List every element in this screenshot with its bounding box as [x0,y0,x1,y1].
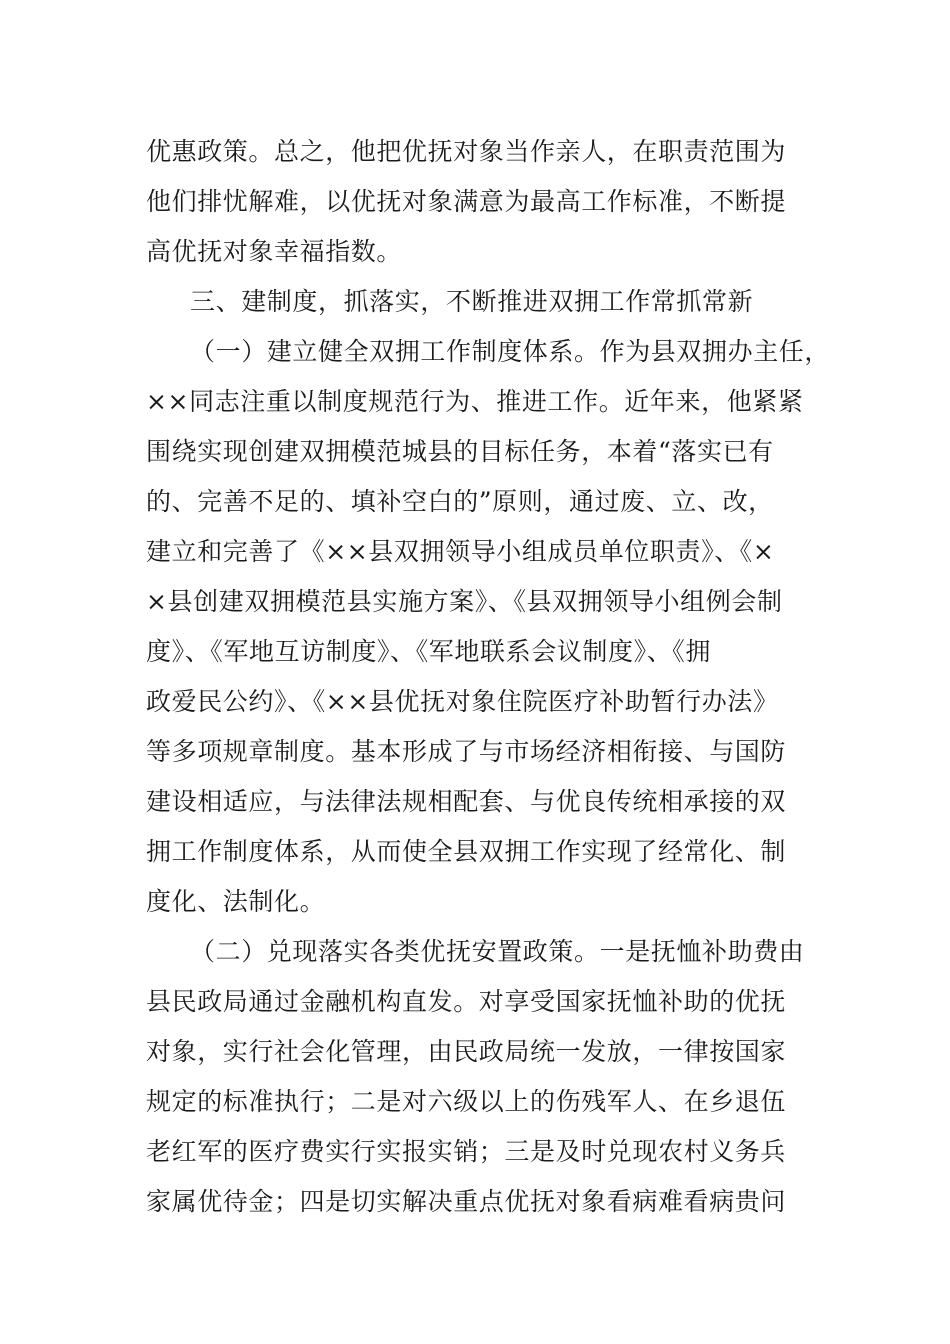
section-heading-3: 三、建制度，抓落实，不断推进双拥工作常抓常新 [190,287,754,316]
text-line-1: 优惠政策。总之，他把优抚对象当作亲人，在职责范围为 [146,137,787,166]
text-line-20: 规定的标准执行；二是对六级以上的伤残军人、在乡退伍 [146,1087,787,1116]
text-line-6: ××同志注重以制度规范行为、推进工作。近年来，他紧紧 [146,387,804,416]
text-line-21: 老红军的医疗费实行实报实销；三是及时兑现农村义务兵 [146,1137,787,1166]
text-line-11: 度》、《军地互访制度》、《军地联系会议制度》、《拥 [146,637,712,666]
subsection-heading-2: （二）兑现落实各类优抚安置政策。一是抚恤补助费由 [190,937,805,966]
text-line-7: 围绕实现创建双拥模范城县的目标任务，本着“落实已有 [146,437,774,466]
subsection-heading-1: （一）建立健全双拥工作制度体系。作为县双拥办主任， [190,337,831,366]
text-line-16: 度化、法制化。 [146,887,326,916]
text-line-14: 建设相适应，与法律法规相配套、与优良传统相承接的双 [146,787,787,816]
text-line-19: 对象，实行社会化管理，由民政局统一发放，一律按国家 [146,1037,787,1066]
text-line-22: 家属优待金；四是切实解决重点优抚对象看病难看病贵问 [146,1187,787,1216]
text-line-10: ×县创建双拥模范县实施方案》、《县双拥领导小组例会制 [146,587,783,616]
text-line-2: 他们排忧解难，以优抚对象满意为最高工作标准，不断提 [146,187,787,216]
text-line-15: 拥工作制度体系，从而使全县双拥工作实现了经常化、制 [146,837,787,866]
text-line-12: 政爱民公约》、《××县优抚对象住院医疗补助暂行办法》 [146,687,779,716]
text-line-8: 的、完善不足的、填补空白的”原则，通过废、立、改， [146,487,774,516]
text-line-18: 县民政局通过金融机构直发。对享受国家抚恤补助的优抚 [146,987,787,1016]
text-line-13: 等多项规章制度。基本形成了与市场经济相衔接、与国防 [146,737,787,766]
text-line-3: 高优抚对象幸福指数。 [146,237,403,266]
text-line-9: 建立和完善了《××县双拥领导小组成员单位职责》、《× [146,537,775,566]
